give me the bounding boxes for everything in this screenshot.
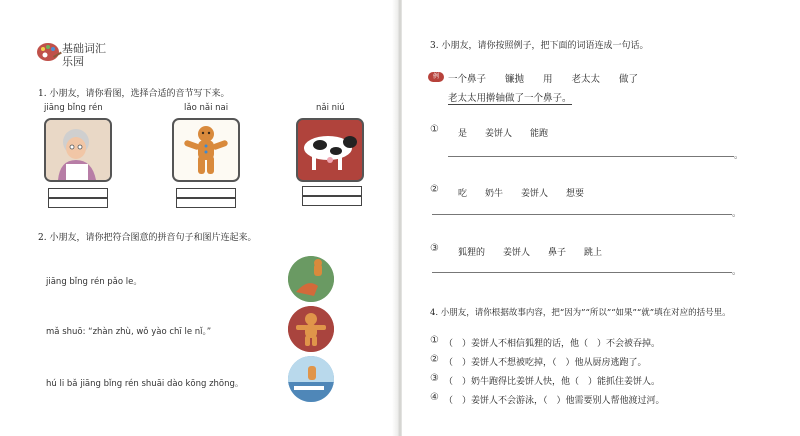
q3-item-1-answer-line[interactable]: [448, 156, 734, 157]
section-title: [62, 42, 106, 68]
example-badge: 例: [428, 72, 444, 82]
q4-item-1-text[interactable]: （ ）姜饼人不相信狐狸的话，他（ ）不会被吞掉。: [444, 339, 661, 349]
q3-instruction: 3. 小朋友，请你按照例子，把下面的词语连成一句话。: [430, 41, 649, 51]
q4-item-3-number: ③: [430, 373, 439, 384]
fox-jump-picture[interactable]: [288, 256, 334, 302]
example-words: 一个鼻子 镰抛 用 老太太 做了: [448, 74, 639, 85]
palette-icon: [36, 40, 62, 64]
q3-item-2-words: 吃 奶牛 姜饼人 想要: [458, 189, 585, 199]
q3-item-1-words: 是 姜饼人 能跑: [458, 129, 549, 139]
q1-pinyin-1: jiāng bǐng rén: [44, 103, 103, 113]
q1-pinyin-3: nǎi niú: [316, 103, 345, 113]
q4-item-1-number: ①: [430, 335, 439, 346]
q4-item-2-number: ②: [430, 354, 439, 365]
q3-item-3-answer-line[interactable]: [432, 272, 732, 273]
cow-picture: [296, 118, 364, 182]
q4-item-4-number: ④: [430, 392, 439, 403]
q1-answer-box-2a[interactable]: [176, 188, 236, 198]
right-page: [402, 0, 800, 436]
q4-item-2-text[interactable]: （ ）姜饼人不想被吃掉，（ ）他从厨房逃跑了。: [444, 358, 647, 368]
example-answer-underline: [448, 104, 572, 105]
q2-instruction: 2. 小朋友，请你把符合图意的拼音句子和图片连起来。: [38, 233, 257, 243]
q3-item-2-answer-line[interactable]: [432, 214, 732, 215]
q3-item-1-period: 。: [734, 151, 744, 161]
section-title-line2: 乐园: [62, 55, 84, 68]
q1-instruction: 1. 小朋友，请你看图，选择合适的音节写下来。: [38, 89, 230, 99]
q2-sentence-3: hú li bǎ jiāng bǐng rén shuāi dào kōng zhōng。: [46, 379, 244, 389]
q3-item-3-words: 狐狸的 姜饼人 鼻子 跳上: [458, 248, 603, 258]
q2-sentence-2: mǎ shuō: “zhàn zhù, wǒ yào chī le nǐ。”: [46, 327, 212, 337]
q2-sentence-1: jiāng bǐng rén pǎo le。: [46, 277, 142, 287]
q1-answer-box-3b[interactable]: [302, 196, 362, 206]
gingerbread-run-picture[interactable]: [288, 306, 334, 352]
q1-answer-box-3a[interactable]: [302, 186, 362, 196]
q1-answer-box-2b[interactable]: [176, 198, 236, 208]
q4-item-3-text[interactable]: （ ）奶牛跑得比姜饼人快，他（ ）能抓住姜饼人。: [444, 377, 661, 387]
q3-item-1-number: ①: [430, 124, 439, 135]
q1-answer-box-1a[interactable]: [48, 188, 108, 198]
left-page: [0, 0, 398, 436]
grandma-picture: [44, 118, 112, 182]
river-scene-picture[interactable]: [288, 356, 334, 402]
section-title-line1: 基础词汇: [62, 42, 106, 55]
q4-item-4-text[interactable]: （ ）姜饼人不会游泳，（ ）他需要别人帮他渡过河。: [444, 396, 665, 406]
q3-item-2-number: ②: [430, 184, 439, 195]
q3-item-3-number: ③: [430, 243, 439, 254]
q3-item-3-period: 。: [732, 267, 742, 277]
q1-pinyin-2: lǎo nǎi nai: [184, 103, 229, 113]
gingerbread-man-picture: [172, 118, 240, 182]
example-answer: 老太太用擀轴做了一个鼻子。: [448, 93, 572, 104]
q1-answer-box-1b[interactable]: [48, 198, 108, 208]
q3-item-2-period: 。: [732, 209, 742, 219]
q4-instruction: 4. 小朋友，请你根据故事内容，把“因为”“所以”“如果”“就”填在对应的括号里。: [430, 308, 731, 318]
